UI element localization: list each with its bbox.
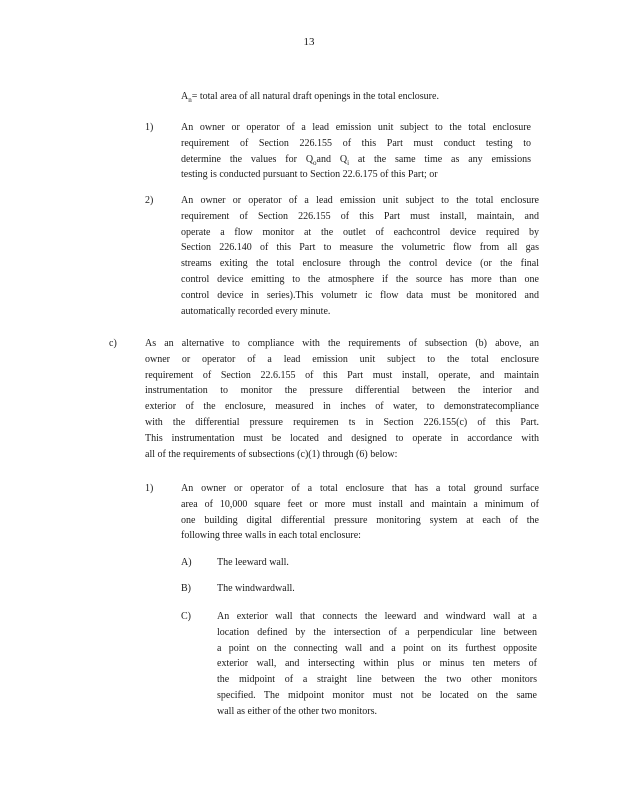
- text-line: As an alternative to compliance with the requirements of subsection (b) above, an: [145, 338, 539, 349]
- item-marker: 1): [145, 483, 154, 494]
- text-line: owner or operator of a lead emission unit subject to the total enclosure: [145, 353, 539, 365]
- text-line: exterior of the enclosure, measured in inches of water, to demonstratecompliance: [145, 401, 539, 413]
- text-line: This instrumentation must be located and designed to operate in accordance with: [145, 432, 539, 444]
- text-line: with the differential pressure requiremen ts in Section 226.155(c) of this Part.: [145, 416, 539, 428]
- text-line: a point on the connecting wall and a point on its furthest opposite: [217, 642, 537, 654]
- paragraph-item-c: [145, 336, 539, 462]
- definition-an: [181, 89, 521, 105]
- text-line: following three walls in each total enclosure:: [181, 530, 361, 542]
- paragraph-item-c-sub: [217, 609, 537, 720]
- text-line: streams exiting the total enclosure through the control device (or the final: [181, 258, 539, 270]
- text-line: operate a flow monitor at the outlet of eachcontrol device required by: [181, 226, 539, 238]
- text-line: The leeward wall.: [217, 557, 289, 568]
- text-line: location defined by the intersection of a perpendicular line between: [217, 626, 537, 638]
- paragraph-item-c1: [181, 481, 539, 544]
- text-line: Section 226.140 of this Part to measure the volumetric flow from all gas: [181, 242, 539, 254]
- text-line: one building digital differential pressure monitoring system at each of the: [181, 514, 539, 526]
- item-marker: B): [181, 583, 191, 594]
- text-line: the midpoint of a straight line between the two other monitors: [217, 674, 537, 686]
- item-marker: A): [181, 557, 192, 568]
- paragraph-item-2: [181, 193, 539, 319]
- text-line: testing is conducted pursuant to Section 22.6.175 of this Part; or: [181, 169, 438, 181]
- text-line: wall as either of the other two monitors.: [217, 705, 377, 717]
- text-line: exterior wall, and intersecting within plus or minus ten meters of: [217, 658, 537, 670]
- text-line: automatically recorded every minute.: [181, 305, 331, 317]
- item-marker: c): [109, 338, 117, 349]
- text-line: all of the requirements of subsections (c)(1) through (6) below:: [145, 448, 398, 460]
- text-line: requirement of Section 22.6.155 of this Part must install, operate, and maintain: [145, 369, 539, 381]
- text-line: area of 10,000 square feet or more must install and maintain a minimum of: [181, 498, 539, 510]
- text-line: requirement of Section 226.155 of this Part must conduct testing to: [181, 137, 531, 149]
- page-number: 13: [303, 36, 315, 48]
- text-line: An exterior wall that connects the leeward and windward wall at a: [217, 611, 537, 622]
- text-line: determine the values for $Q_oand$ $Q_i$ at the same time as any emissions: [181, 153, 531, 167]
- text-line: control device in series).This volumetr ic flow data must be monitored and: [181, 289, 539, 301]
- text-line: control device emitting to the atmosphere if the source has more than one: [181, 273, 539, 285]
- text-line: An owner or operator of a lead emission unit subject to the total enclosure: [181, 122, 531, 133]
- paragraph-item-1: [181, 120, 531, 183]
- item-marker: 1): [145, 122, 154, 133]
- paragraph-item-b: [217, 581, 417, 597]
- item-marker: C): [181, 611, 191, 622]
- text-line: The windwardwall.: [217, 583, 295, 594]
- text-line: instrumentation to monitor the pressure differential between the interior and: [145, 385, 539, 397]
- text-line: An owner or operator of a total enclosure that has a total ground surface: [181, 483, 539, 494]
- text-line: requirement of Section 226.155 of this Part must install, maintain, and: [181, 210, 539, 222]
- paragraph-item-a: [217, 555, 417, 571]
- item-marker: 2): [145, 195, 154, 206]
- text-line: specified. The midpoint monitor must not be located on the same: [217, 689, 537, 701]
- definition-text: $A_n=$ total area of all natural draft openings in the total enclosure.: [181, 91, 439, 104]
- text-line: An owner or operator of a lead emission unit subject to the total enclosure: [181, 195, 539, 206]
